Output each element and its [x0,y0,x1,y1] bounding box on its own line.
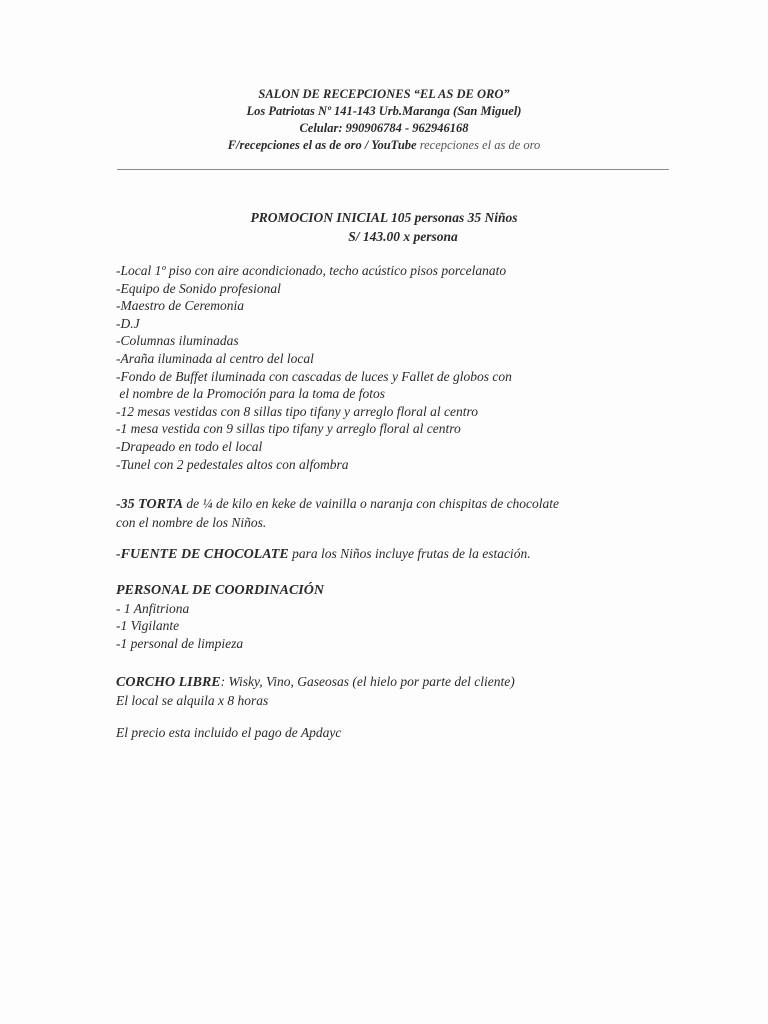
price-note: El precio esta incluido el pago de Apdayc [116,725,342,740]
feature-item: -Drapeado en todo el local [116,438,263,454]
feature-item: -Maestro de Ceremonia [116,298,244,314]
venue-name: SALON DE RECEPCIONES “EL AS DE ORO” [258,87,510,101]
feature-item: -1 mesa vestida con 9 sillas tipo tifany y arreglo floral al centro [116,421,461,437]
feature-item: -Local 1º piso con aire acondicionado, techo acústico pisos porcelanato [116,263,507,278]
feature-item: -Columnas iluminadas [116,333,239,349]
corcho-text: : Wisky, Vino, Gaseosas (el hielo por parte del cliente) [220,674,515,689]
letterhead [0,86,768,154]
promo-heading [0,208,768,246]
personal-title: PERSONAL DE COORDINACIÓN [116,583,324,598]
feature-item: -D.J [116,315,140,331]
feature-item: -Araña iluminada al centro del local [116,350,314,366]
fuente-section [116,545,676,564]
personal-item: -1 personal de limpieza [116,635,244,651]
personal-item: -1 Vigilante [116,618,180,634]
fuente-text: para los Niños incluye frutas de la estación. [288,546,531,561]
torta-text-continued: con el nombre de los Niños. [116,514,267,530]
personal-item: - 1 Anfitriona [116,600,190,616]
venue-phones: Celular: 990906784 - 962946168 [299,121,469,135]
features-list [116,262,676,473]
feature-item: -Fondo de Buffet iluminada con cascadas de luces y Fallet de globos con [116,368,512,384]
promo-price: S/ 143.00 x persona [348,229,458,244]
promo-title: PROMOCION INICIAL 105 personas 35 Niños [250,210,518,225]
rental-duration: El local se alquila x 8 horas [116,692,269,708]
feature-item: -Tunel con 2 pedestales altos con alfombra [116,456,349,472]
venue-address: Los Patriotas Nº 141-143 Urb.Maranga (San Miguel) [246,104,522,118]
feature-item: -12 mesas vestidas con 8 sillas tipo tifany y arreglo floral al centro [116,403,478,419]
venue-social [0,137,768,154]
feature-item: el nombre de la Promoción para la toma de fotos [116,386,385,402]
social-youtube-channel: recepciones el as de oro [416,138,541,152]
social-facebook-youtube: F/recepciones el as de oro / YouTube [227,138,417,152]
corcho-section [116,673,676,709]
torta-text: de ¼ de kilo en keke de vainilla o naranja con chispitas de chocolate [183,496,560,511]
feature-item: -Equipo de Sonido profesional [116,280,281,296]
torta-section [116,495,676,531]
personal-section [116,582,676,652]
torta-label: -35 TORTA [116,497,184,512]
header-divider [117,169,669,170]
fuente-label: -FUENTE DE CHOCOLATE [116,547,289,562]
corcho-label: CORCHO LIBRE [116,675,221,690]
